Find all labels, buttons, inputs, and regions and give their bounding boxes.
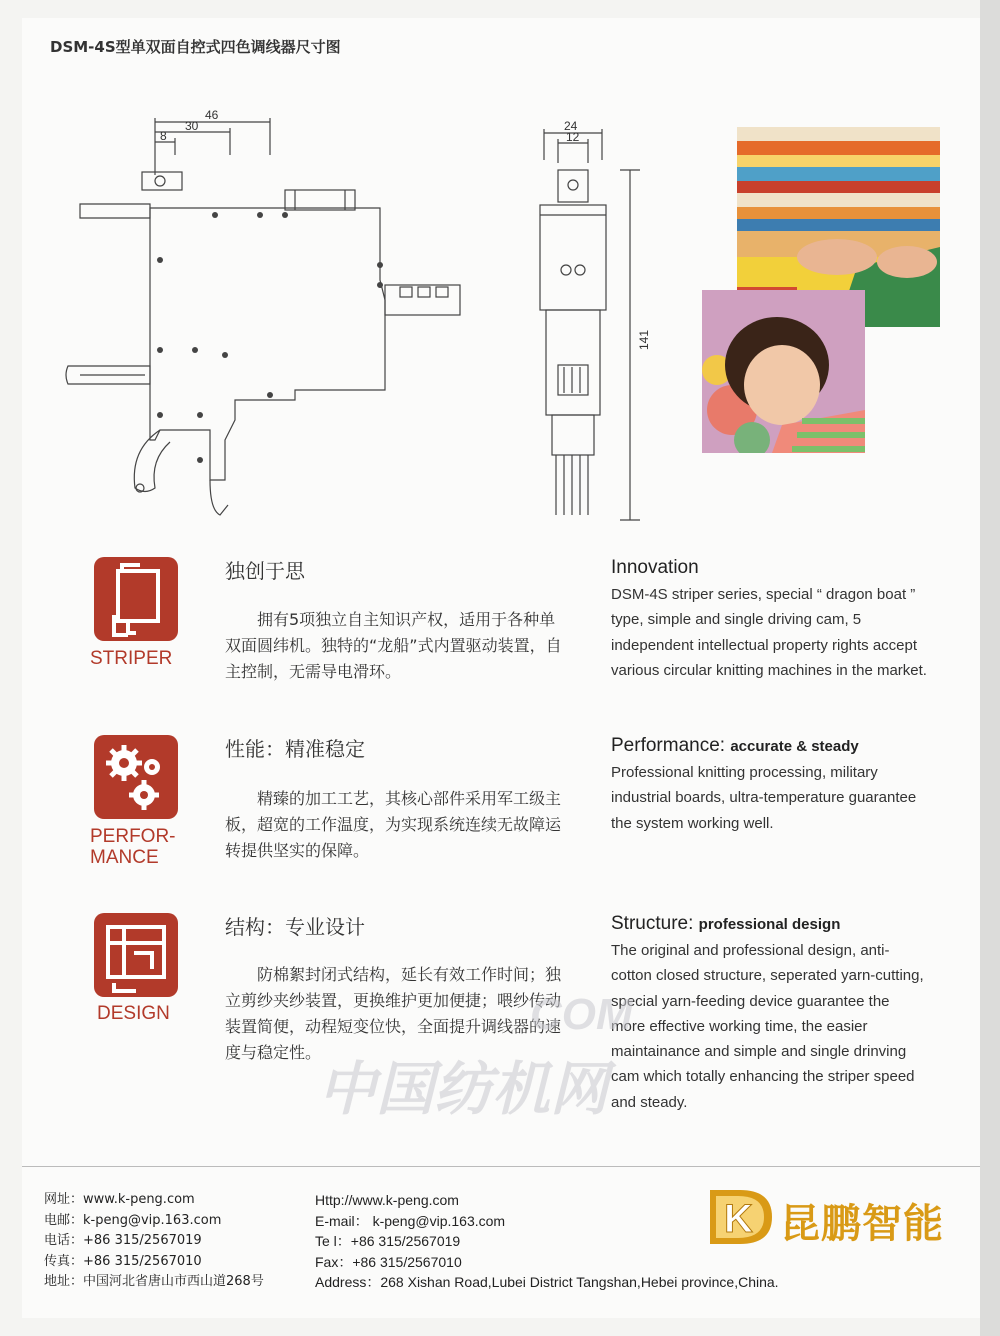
dim-8: 8 — [160, 129, 167, 143]
contact-en-address-label: Address： — [315, 1274, 381, 1290]
performance-en-body: Professional knitting processing, military industrial boards, ultra-temperature guarantee the system working well. — [611, 764, 917, 832]
contact-en-address-value: 268 Xishan Road,Lubei District Tangshan,Hebei province,China. — [380, 1274, 779, 1290]
performance-label-text: PERFOR- MANCE — [90, 826, 176, 868]
contact-cn-address — [44, 1272, 264, 1293]
innovation-cn-title: 独创于思 — [225, 559, 305, 583]
contact-en-website-label: Http:// — [315, 1192, 353, 1208]
dim-12: 12 — [566, 130, 580, 144]
dim-24: 24 — [564, 119, 578, 133]
side-view-drawing — [60, 100, 480, 530]
contact-en-fax-value: +86 315/2567010 — [352, 1253, 462, 1270]
structure-cn-title: 结构：专业设计 — [225, 915, 365, 939]
gears-icon — [94, 735, 178, 819]
performance-cn-title: 性能：精准稳定 — [225, 737, 365, 761]
performance-cn-body: 精臻的加工工艺，其核心部件采用军工级主板，超宽的工作温度，为实现系统连续无故障运转提供坚实的保障。 — [225, 789, 562, 860]
structure-en-heading: Structure: — [611, 913, 694, 934]
dim-30: 30 — [185, 119, 199, 133]
innovation-cn-body: 拥有5项独立自主知识产权，适用于各种单双面圆纬机。独特的“龙船”式内置驱动装置，自主控制，无需导电滑环。 — [225, 610, 562, 681]
contact-cn-fax-label: 传真： — [44, 1253, 84, 1269]
structure-en-title — [611, 913, 840, 935]
contact-en-email-label: E-mail： — [315, 1212, 369, 1229]
contact-cn-email — [44, 1211, 264, 1232]
performance-en-heading: Performance: — [611, 735, 726, 756]
contact-cn-phone — [44, 1231, 264, 1252]
contact-en-phone-value: +86 315/2567019 — [350, 1233, 461, 1249]
contact-cn-website-value[interactable]: www.k-peng.com — [83, 1192, 195, 1207]
contact-cn-phone-label: 电话： — [44, 1233, 84, 1248]
contact-en-address — [315, 1272, 779, 1293]
contact-cn-email-label: 电邮： — [44, 1212, 84, 1228]
contact-en-phone-label: Te l： — [315, 1233, 351, 1249]
contact-cn-website-label: 网址： — [44, 1192, 84, 1207]
watermark-latin: COM — [530, 990, 633, 1039]
dim-46: 46 — [205, 108, 219, 122]
performance-en-subtitle: accurate & steady — [730, 738, 859, 755]
contact-cn-email-value[interactable]: k-peng@vip.163.com — [83, 1212, 222, 1228]
design-icon — [94, 913, 178, 997]
innovation-en-title — [611, 557, 699, 579]
striper-label: STRIPER — [90, 648, 173, 669]
structure-en-subtitle: professional design — [698, 916, 841, 933]
structure-en-body: The original and professional design, anti-cotton closed structure, seperated yarn-cutting, special yarn-feeding device guarantee the more effective working time, the easier maintainance and simple and single drinving cam which totally enhancing the striper speed and steady. — [611, 942, 924, 1111]
watermark-cn: 中国纺机网 — [318, 1057, 609, 1122]
front-view-drawing — [520, 115, 680, 530]
contact-cn — [44, 1190, 264, 1293]
innovation-en-heading: Innovation — [611, 557, 699, 578]
contact-cn-address-value: 中国河北省唐山市西山道268号 — [83, 1274, 264, 1289]
contact-cn-fax-value: +86 315/2567010 — [83, 1253, 202, 1269]
company-logo — [700, 1182, 780, 1256]
contact-cn-website — [44, 1190, 264, 1211]
dim-141: 141 — [637, 329, 651, 350]
page-edge — [980, 0, 1000, 1336]
striper-icon — [94, 557, 178, 641]
innovation-en-body: DSM-4S striper series, special “ dragon boat ” type, simple and single driving cam, 5 independent intellectual property rights accept various circular knitting machines in the market. — [611, 586, 927, 679]
performance-label — [90, 826, 176, 868]
contact-en-fax-label: Fax： — [315, 1253, 353, 1270]
contact-cn-phone-value: +86 315/2567019 — [83, 1233, 202, 1248]
footer-divider — [22, 1166, 980, 1167]
photo-girl — [702, 290, 865, 453]
contact-cn-fax — [44, 1252, 264, 1273]
logo-letter: K — [724, 1197, 753, 1241]
performance-en-title — [611, 735, 859, 757]
contact-en-email-value[interactable]: k-peng@vip.163.com — [372, 1212, 506, 1229]
structure-cn-body: 防棉絮封闭式结构，延长有效工作时间；独立剪纱夹纱装置，更换维护更加便捷；喂纱传动装置简便，动程短变位快，全面提升调线器的速度与稳定性。 — [225, 965, 562, 1062]
page-title: DSM-4S型单双面自控式四色调线器尺寸图 — [50, 38, 341, 56]
contact-cn-address-label: 地址： — [44, 1274, 84, 1289]
company-logo-text: 昆鹏智能 — [780, 1201, 944, 1247]
design-label: DESIGN — [97, 1003, 170, 1024]
contact-en-website-value[interactable]: www.k-peng.com — [352, 1192, 459, 1208]
